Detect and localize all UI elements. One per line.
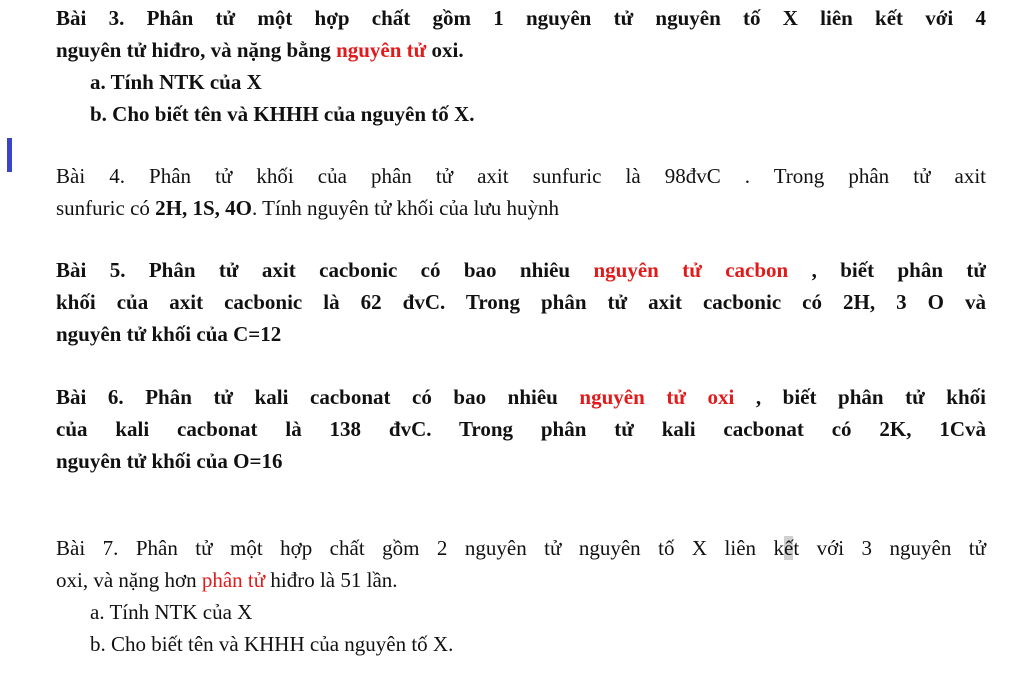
- exercise-6-line-1: [56, 381, 986, 413]
- exercise-3-line-2: [56, 34, 986, 66]
- exercise-5-line-1: [56, 254, 986, 286]
- exercise-6: [56, 381, 986, 477]
- exercise-5-highlight: nguyên tử cacbon: [593, 258, 789, 282]
- exercise-6-line-2: của kali cacbonat là 138 đvC. Trong phân tử kali cacbonat có 2K, 1Cvà: [56, 417, 986, 441]
- exercise-7-line-2-text: oxi, và nặng hơn: [56, 568, 202, 592]
- exercise-6-line-1-end: , biết phân tử khối: [734, 385, 986, 409]
- exercise-7-item-a: a. Tính NTK của X: [90, 600, 253, 624]
- exercise-7-line-1: [56, 532, 986, 564]
- exercise-5-line-1-end: , biết phân tử: [788, 258, 986, 282]
- exercise-6-highlight: nguyên tử oxi: [579, 385, 735, 409]
- exercise-7-selection: ế: [784, 536, 794, 560]
- exercise-3-line-2-text: nguyên tử hiđro, và nặng bằng: [56, 38, 337, 62]
- exercise-3-line-2-end: oxi.: [426, 38, 464, 62]
- exercise-7-line-1-end: t với 3 nguyên tử: [793, 536, 987, 560]
- exercise-7-line-2-end: hiđro là 51 lần.: [265, 568, 398, 592]
- text-cursor-marker: [7, 138, 12, 172]
- exercise-5-line-3: nguyên tử khối của C=12: [56, 322, 282, 346]
- exercise-3-line-1: Bài 3. Phân tử một hợp chất gồm 1 nguyên tử nguyên tố X liên kết với 4: [56, 6, 986, 30]
- exercise-5-line-1-text: Bài 5. Phân tử axit cacbonic có bao nhiêu: [56, 258, 594, 282]
- exercise-7-item-b: b. Cho biết tên và KHHH của nguyên tố X.: [90, 632, 454, 656]
- exercise-7-highlight: phân tử: [201, 568, 266, 592]
- exercise-3-highlight: nguyên tử: [336, 38, 427, 62]
- exercise-3: [56, 2, 986, 130]
- exercise-4-line-2-text: sunfuric có: [56, 196, 156, 220]
- exercise-4-line-2: [56, 192, 986, 224]
- exercise-5: [56, 254, 986, 350]
- exercise-4-bold-formula: 2H, 1S, 4O: [155, 196, 252, 220]
- exercise-4-line-2-end: . Tính nguyên tử khối của lưu huỳnh: [252, 196, 560, 220]
- exercise-7-line-2: [56, 564, 986, 596]
- exercise-3-item-a: a. Tính NTK của X: [90, 70, 262, 94]
- exercise-6-line-3: nguyên tử khối của O=16: [56, 449, 283, 473]
- exercise-5-line-2: khối của axit cacbonic là 62 đvC. Trong phân tử axit cacbonic có 2H, 3 O và: [56, 290, 986, 314]
- exercise-7: [56, 532, 986, 660]
- exercise-6-line-1-text: Bài 6. Phân tử kali cacbonat có bao nhiêu: [56, 385, 580, 409]
- exercise-4-line-1: Bài 4. Phân tử khối của phân tử axit sunfuric là 98đvC . Trong phân tử axit: [56, 164, 986, 188]
- exercise-4: [56, 160, 986, 224]
- exercise-3-item-b: b. Cho biết tên và KHHH của nguyên tố X.: [90, 102, 475, 126]
- exercise-7-line-1-text: Bài 7. Phân tử một hợp chất gồm 2 nguyên tử nguyên tố X liên k: [56, 536, 785, 560]
